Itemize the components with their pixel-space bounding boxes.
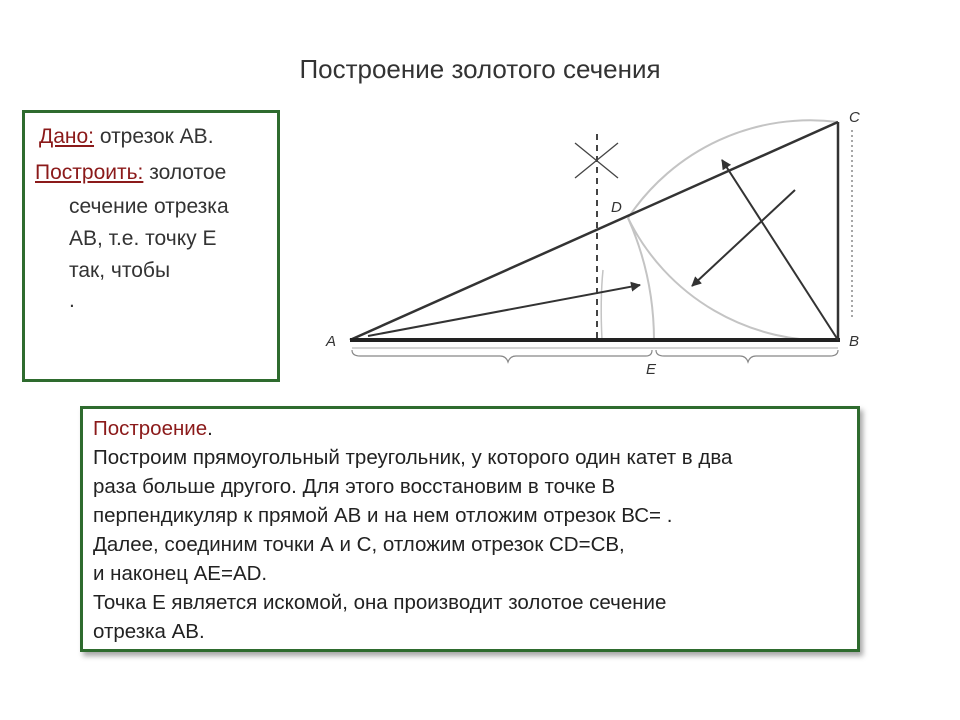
construction-line-2: раза больше другого. Для этого восстановим в точке В	[93, 475, 616, 498]
point-label-a: A	[326, 333, 337, 350]
construction-line-1: Построим прямоугольный треугольник, у которого один катет в два	[93, 446, 733, 469]
construction-box	[80, 406, 860, 652]
build-text-3: АВ, т.е. точку Е	[69, 227, 217, 250]
point-label-e: E	[646, 361, 657, 378]
construction-line-7: отрезка АВ.	[93, 620, 205, 643]
point-label-b: B	[849, 333, 860, 350]
construction-line-4: Далее, соединим точки А и С, отложим отрезок CD=CB,	[93, 533, 625, 556]
given-label: Дано:	[39, 125, 95, 148]
construction-heading-period: .	[207, 417, 213, 440]
point-label-c: C	[849, 109, 860, 126]
build-text-4: так, чтобы	[69, 259, 171, 282]
arrow-c-to-d	[692, 190, 795, 286]
build-text-1: золотое	[143, 161, 227, 184]
construction-heading: Построение	[93, 417, 208, 440]
build-text-2: сечение отрезка	[69, 195, 229, 218]
arc-d-to-b	[628, 218, 838, 340]
given-line	[39, 125, 214, 149]
arrow-to-d	[368, 285, 640, 336]
construction-line-6: Точка Е является искомой, она производит золотое сечение	[93, 591, 667, 614]
brace-ae	[352, 350, 652, 362]
given-box	[22, 110, 280, 382]
brace-eb	[656, 350, 838, 362]
segment-ac	[350, 122, 838, 340]
build-text-5: .	[69, 289, 75, 312]
build-label: Построить:	[35, 161, 144, 184]
arc-d-to-e	[628, 218, 654, 340]
slide-title: Построение золотого сечения	[299, 54, 661, 84]
construction-heading-line	[93, 417, 213, 441]
point-label-d: D	[611, 199, 622, 216]
construction-diagram	[310, 100, 900, 390]
build-line-1	[35, 161, 226, 185]
construction-line-3: перпендикуляр к прямой АВ и на нем отложим отрезок ВС= .	[93, 504, 673, 527]
small-arc	[601, 270, 603, 340]
construction-line-5: и наконец AE=AD.	[93, 562, 268, 585]
given-text: отрезок АВ.	[94, 125, 214, 148]
arrow-b-to-c	[722, 160, 838, 340]
